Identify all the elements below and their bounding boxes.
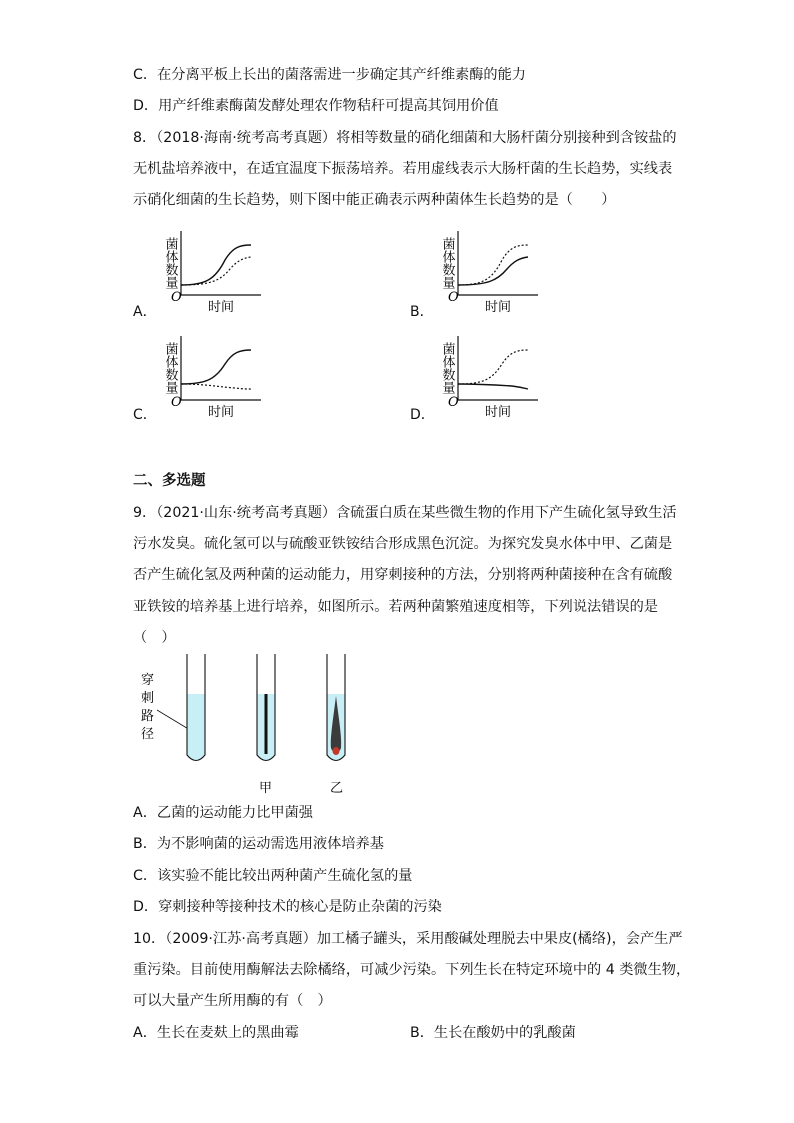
path-label-2: 刺 xyxy=(141,691,155,706)
q8-stem-line2: 无机盐培养液中，在适宜温度下振荡培养。若用虚线表示大肠杆菌的生长趋势，实线表 xyxy=(133,161,673,177)
q10-stem-line1: 10．（2009·江苏·高考真题）加工橘子罐头，采用酸碱处理脱去中果皮(橘络)，会产生严 xyxy=(133,931,683,947)
tube-control xyxy=(187,654,205,761)
q8-option-a-label: A． xyxy=(133,304,157,320)
q8-graph-a xyxy=(162,225,265,317)
graph-a-dashed-curve xyxy=(181,257,251,285)
graph-c-ylabel: 菌体数量 xyxy=(162,342,178,394)
q9-tube-figure xyxy=(135,650,365,798)
q9-stem-line5: （ ） xyxy=(133,630,176,646)
q9-option-a: A．乙菌的运动能力比甲菌强 xyxy=(133,805,313,821)
q9-option-b: B．为不影响菌的运动需选用液体培养基 xyxy=(133,836,384,852)
graph-b-ylabel: 菌体数量 xyxy=(439,237,455,289)
q9-stem-line2: 污水发臭。硫化氢可以与硫酸亚铁铵结合形成黑色沉淀。为探究发臭水体中甲、乙菌是 xyxy=(133,536,673,552)
graph-c-xlabel: 时间 xyxy=(208,405,235,420)
q8-option-c-label: C． xyxy=(133,407,157,423)
graph-c-origin: O xyxy=(171,395,182,410)
graph-a-ylabel: 菌体数量 xyxy=(162,237,178,289)
graph-d-ylabel: 菌体数量 xyxy=(439,342,455,394)
q10-option-b: B．生长在酸奶中的乳酸菌 xyxy=(410,1025,576,1041)
graph-d-dashed-curve xyxy=(458,350,528,384)
graph-a-xlabel: 时间 xyxy=(208,300,235,315)
label-yi: 乙 xyxy=(330,781,344,796)
graph-c-dashed-curve xyxy=(181,384,251,389)
q8-stem-line1: 8．（2018·海南·统考高考真题）将相等数量的硝化细菌和大肠杆菌分别接种到含铵盐的 xyxy=(133,130,677,146)
graph-b-dashed-curve xyxy=(458,245,528,285)
q9-option-d: D．穿刺接种等接种技术的核心是防止杂菌的污染 xyxy=(133,899,442,915)
q9-stem-line1: 9．（2021·山东·统考高考真题）含硫蛋白质在某些微生物的作用下产生硫化氢导致生活 xyxy=(133,505,677,521)
graph-b-solid-curve xyxy=(458,257,528,285)
tube-yi-red-bottom xyxy=(333,747,340,755)
path-label-1: 穿 xyxy=(141,673,155,688)
q10-stem-line2: 重污染。目前使用酶解法去除橘络，可减少污染。下列生长在特定环境中的 4 类微生物， xyxy=(133,962,691,978)
q8-graph-c xyxy=(162,330,265,422)
q8-graph-b xyxy=(439,225,542,317)
graph-c-solid-curve xyxy=(181,350,251,384)
section-title-multiple-choice: 二、多选题 xyxy=(133,473,206,489)
graph-a-solid-curve xyxy=(181,245,251,285)
q10-option-a: A．生长在麦麸上的黑曲霉 xyxy=(133,1025,299,1041)
q7-option-c: C．在分离平板上长出的菌落需进一步确定其产纤维素酶的能力 xyxy=(133,67,526,83)
label-jia: 甲 xyxy=(259,781,273,796)
q10-stem-line3: 可以大量产生所用酶的有（ ） xyxy=(133,993,332,1009)
graph-a-origin: O xyxy=(171,290,182,305)
q9-stem-line4: 亚铁铵的培养基上进行培养，如图所示。若两种菌繁殖速度相等，下列说法错误的是 xyxy=(133,599,658,615)
q7-option-d: D．用产纤维素酶菌发酵处理农作物秸秆可提高其饲用价值 xyxy=(133,98,499,114)
graph-b-xlabel: 时间 xyxy=(485,300,512,315)
graph-d-xlabel: 时间 xyxy=(485,405,512,420)
tube-yi xyxy=(327,654,345,761)
graph-b-origin: O xyxy=(448,290,459,305)
q9-option-c: C．该实验不能比较出两种菌产生硫化氢的量 xyxy=(133,868,413,884)
q9-stem-line3: 否产生硫化氢及两种菌的运动能力，用穿刺接种的方法，分别将两种菌接种在含有硫酸 xyxy=(133,567,673,583)
path-label-3: 路 xyxy=(141,709,155,724)
graph-d-solid-curve xyxy=(458,384,528,389)
q8-graph-d xyxy=(439,330,542,422)
q8-stem-line3: 示硝化细菌的生长趋势，则下图中能正确表示两种菌体生长趋势的是（ ） xyxy=(133,192,616,208)
tube-jia xyxy=(257,654,275,761)
q8-option-d-label: D． xyxy=(410,407,435,423)
path-label-4: 径 xyxy=(141,727,155,742)
graph-d-origin: O xyxy=(448,395,459,410)
tube-jia-stab-line xyxy=(265,694,268,754)
q8-option-b-label: B． xyxy=(410,304,434,320)
